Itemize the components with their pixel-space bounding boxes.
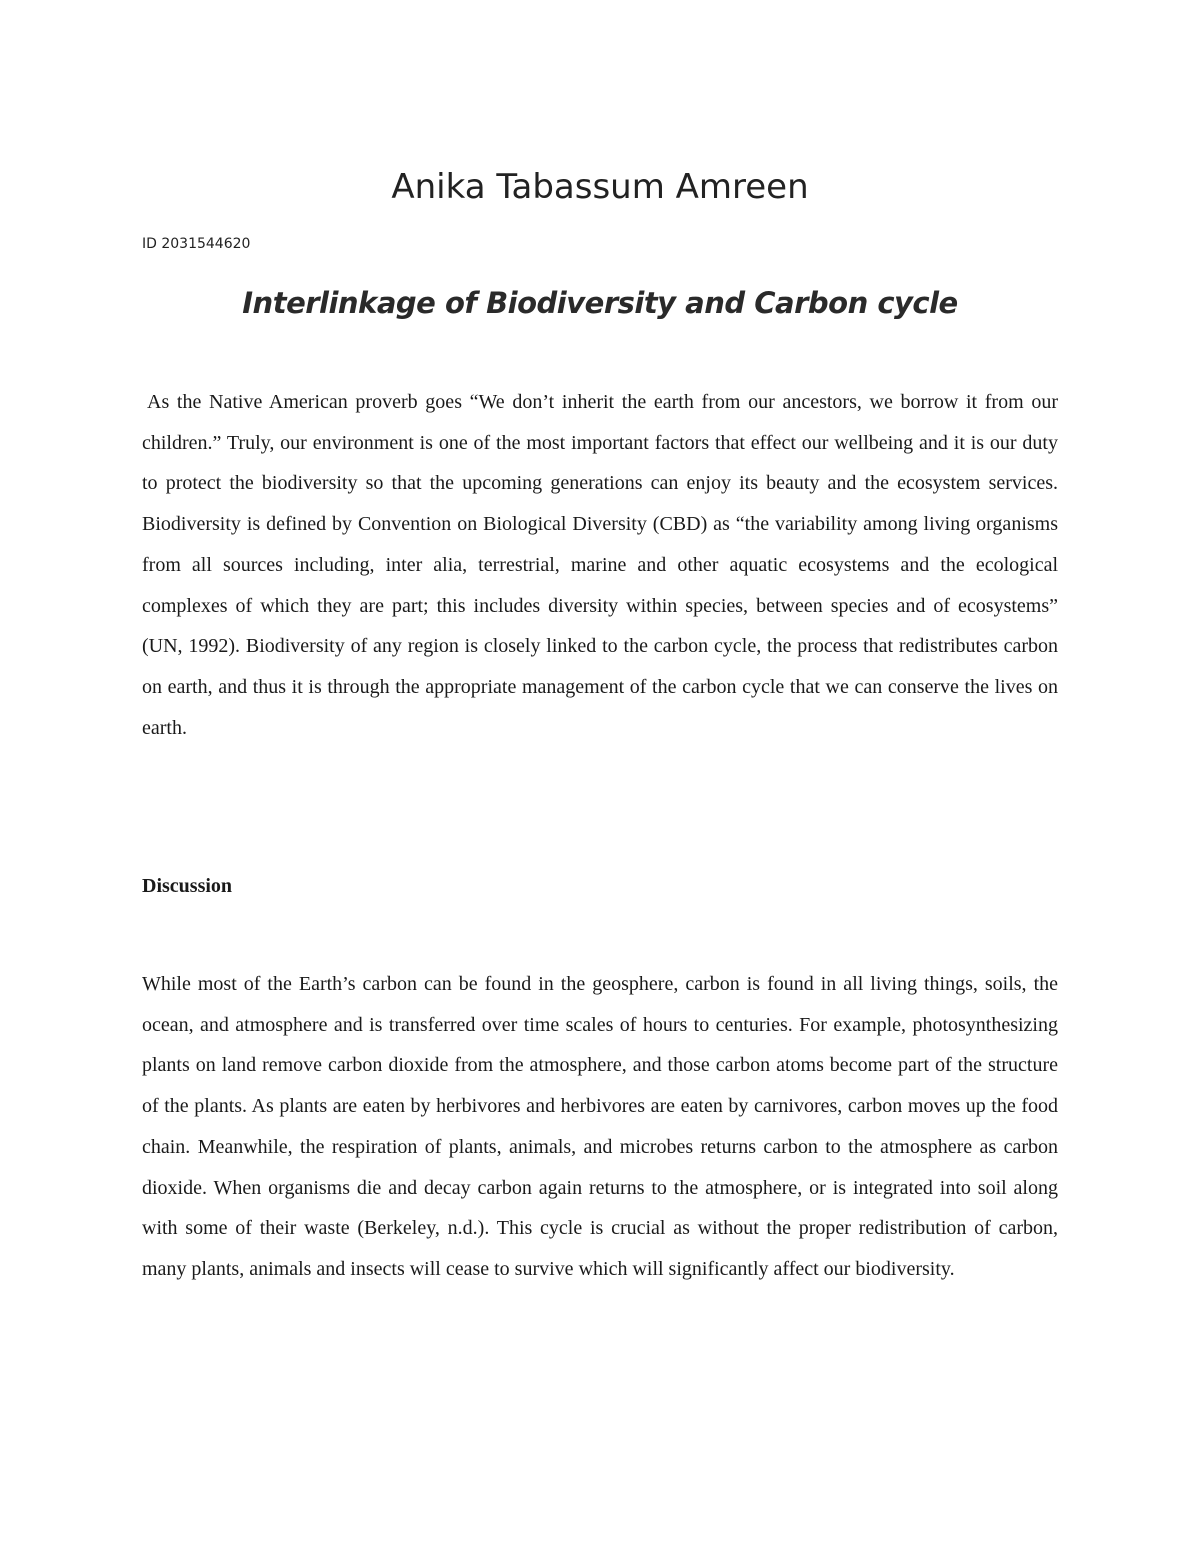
student-id: ID 2031544620: [142, 236, 251, 252]
document-title: Interlinkage of Biodiversity and Carbon cycle: [242, 286, 958, 320]
intro-paragraph: As the Native American proverb goes “We don’t inherit the earth from our ancestors, we borrow it from our children.” Truly, our environment is one of the most important factors that effect our wellbeing and it is our duty to protect the biodiversity so that the upcoming generations can enjoy its beauty and the ecosystem services. Biodiversity is defined by Convention on Biological Diversity (CBD) as “the variability among living organisms from all sources including, inter alia, terrestrial, marine and other aquatic ecosystems and the ecological complexes of which they are part; this includes diversity within species, between species and of ecosystems” (UN, 1992). Biodiversity of any region is closely linked to the carbon cycle, the process that redistributes carbon on earth, and thus it is through the appropriate management of the carbon cycle that we can conserve the lives on earth.: [142, 391, 1058, 739]
section-heading-discussion: Discussion: [142, 875, 233, 897]
author-name: Anika Tabassum Amreen: [391, 167, 809, 207]
discussion-paragraph: While most of the Earth’s carbon can be found in the geosphere, carbon is found in all living things, soils, the ocean, and atmosphere and is transferred over time scales of hours to centuries. For example, photosynthesizing plants on land remove carbon dioxide from the atmosphere, and those carbon atoms become part of the structure of the plants. As plants are eaten by herbivores and herbivores are eaten by carnivores, carbon moves up the food chain. Meanwhile, the respiration of plants, animals, and microbes returns carbon to the atmosphere as carbon dioxide. When organisms die and decay carbon again returns to the atmosphere, or is integrated into soil along with some of their waste (Berkeley, n.d.). This cycle is crucial as without the proper redistribution of carbon, many plants, animals and insects will cease to survive which will significantly affect our biodiversity.: [142, 973, 1058, 1280]
